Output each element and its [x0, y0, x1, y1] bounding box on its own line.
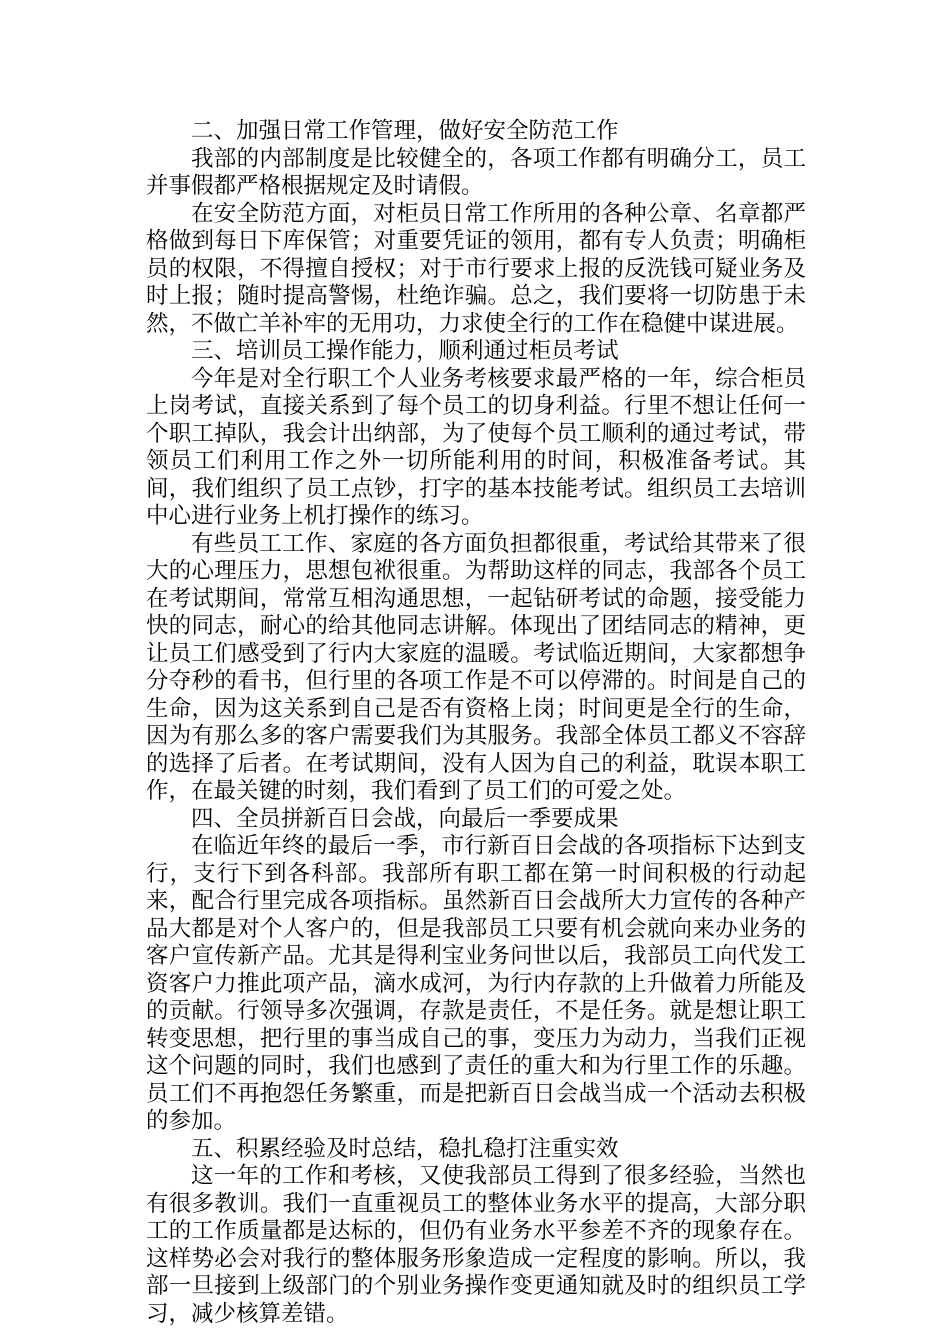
- paragraph-exam-support: 有些员工工作、家庭的各方面负担都很重，考试给其带来了很大的心理压力，思想包袱很重。为帮助这样的同志，我部各个员工在考试期间，常常互相沟通思想，一起钻研考试的命题，接受能力快的同志，耐心的给其他同志讲解。体现出了团结同志的精神，更让员工们感受到了行内大家庭的温暖。考试临近期间，大家都想争分夺秒的看书，但行里的各项工作是不可以停滞的。时间是自己的生命，因为这关系到自己是否有资格上岗；时间更是全行的生命，因为有那么多的客户需要我们为其服务。我部全体员工都义不容辞的选择了后者。在考试期间，没有人因为自己的利益，耽误本职工作，在最关键的时刻，我们看到了员工们的可爱之处。: [146, 530, 806, 804]
- paragraph-experience: 这一年的工作和考核，又使我部员工得到了很多经验，当然也有很多教训。我们一直重视员工的整体业务水平的提高，大部分职工的工作质量都是达标的，但仍有业务水平参差不齐的现象存在。这样势必会对我行的整体服务形象造成一定程度的影响。所以，我部一旦接到上级部门的个别业务操作变更通知就及时的组织员工学习，减少核算差错。: [146, 1163, 806, 1327]
- document-body: [146, 118, 806, 1328]
- paragraph-hundred-days: 在临近年终的最后一季，市行新百日会战的各项指标下达到支行，支行下到各科部。我部所有职工都在第一时间积极的行动起来，配合行里完成各项指标。虽然新百日会战所大力宣传的各种产品大都是对个人客户的，但是我部员工只要有机会就向来办业务的客户宣传新产品。尤其是得利宝业务问世以后，我部员工向代发工资客户力推此项产品，滴水成河，为行内存款的上升做着力所能及的贡献。行领导多次强调，存款是责任，不是任务。就是想让职工转变思想，把行里的事当成自己的事，变压力为动力，当我们正视这个问题的同时，我们也感到了责任的重大和为行里工作的乐趣。员工们不再抱怨任务繁重，而是把新百日会战当成一个活动去积极的参加。: [146, 833, 806, 1134]
- section-heading-3: 三、培训员工操作能力，顺利通过柜员考试: [191, 338, 619, 364]
- section-heading-4: 四、全员拼新百日会战，向最后一季要成果: [191, 805, 619, 832]
- paragraph-security: 在安全防范方面，对柜员日常工作所用的各种公章、名章都严格做到每日下库保管；对重要凭证的领用，都有专人负责；明确柜员的权限，不得擅自授权；对于市行要求上报的反洗钱可疑业务及时上报；随时提高警惕，杜绝诈骗。总之，我们要将一切防患于未然，不做亡羊补牢的无用功，力求使全行的工作在稳健中谋进展。: [146, 200, 806, 337]
- paragraph-exam-intro: 今年是对全行职工个人业务考核要求最严格的一年，综合柜员上岗考试，直接关系到了每个员工的切身利益。行里不想让任何一个职工掉队，我会计出纳部，为了使每个员工顺利的通过考试，带领员工们利用工作之外一切所能利用的时间，积极准备考试。其间，我们组织了员工点钞，打字的基本技能考试。组织员工去培训中心进行业务上机打操作的练习。: [146, 365, 806, 529]
- paragraph-internal-rules: 我部的内部制度是比较健全的，各项工作都有明确分工，员工并事假都严格根据规定及时请假。: [146, 145, 806, 199]
- section-heading-5: 五、积累经验及时总结，稳扎稳打注重实效: [191, 1135, 619, 1162]
- section-heading-2: 二、加强日常工作管理，做好安全防范工作: [191, 118, 619, 144]
